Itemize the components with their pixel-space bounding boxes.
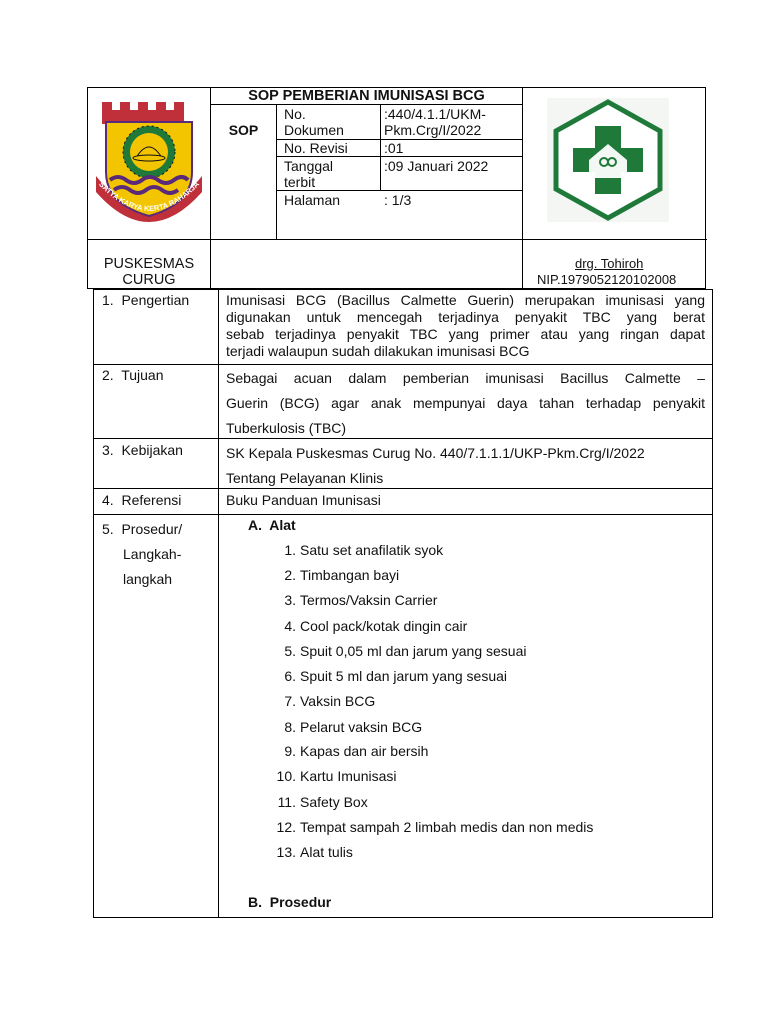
field-label-halaman: Halaman: [284, 192, 341, 208]
section-content-referensi: Buku Panduan Imunisasi: [226, 492, 381, 508]
field-label-no-revisi: No. Revisi: [284, 140, 348, 156]
regency-emblem-icon: [92, 92, 206, 230]
section-content-tujuan: Sebagai acuan dalam pemberian imunisasi Bacillus Calmette – Guerin (BCG) agar anak mempunyai daya tahan terhadap penyakit Tuberkulosis (TBC): [226, 370, 705, 436]
section-content-kebijakan: SK Kepala Puskesmas Curug No. 440/7.1.1.1/UKP-Pkm.Crg/I/2022 Tentang Pelayanan Klinis: [226, 445, 645, 486]
procedure-subheading-prosedur: B. Prosedur: [248, 894, 332, 910]
procedure-tool-list: 1. Satu set anafilatik syok 2. Timbangan bayi 3. Termos/Vaksin Carrier 4. Cool pack/kotak dingin cair 5. Spuit 0,05 ml dan jarum yang sesuai 6. Spuit 5 ml dan jarum yang sesuai 7. Vaksin BCG 8. Pelarut vaksin BCG 9. Kapas dan air bersih 10. Kartu Imunisasi 11. Safety Box 12. Tempat sampah 2 limbah medis dan non medis 13. Alat tulis: [276, 542, 594, 860]
section-label-prosedur: 5. Prosedur/ Langkah- langkah: [102, 521, 183, 587]
procedure-subheading-alat: A. Alat: [248, 517, 296, 533]
section-label-referensi: 4. Referensi: [102, 492, 182, 508]
section-label-kebijakan: 3. Kebijakan: [102, 442, 183, 458]
field-label-no-dokumen: No. Dokumen: [284, 106, 344, 138]
field-label-tanggal-terbit: Tanggal terbit: [284, 158, 334, 190]
signer-nip: NIP.1979052120102008: [537, 272, 677, 287]
section-content-pengertian: Imunisasi BCG (Bacillus Calmette Guerin) merupakan imunisasi yang digunakan untuk mencegah terjadinya penyakit TBC yang berat sebab terjadinya penyakit TBC yang primer atau yang ringan dapat terjadi walaupun sudah dilakukan imunisasi BCG: [226, 292, 705, 359]
signer-name: drg. Tohiroh: [575, 256, 644, 271]
puskesmas-cross-icon: [547, 98, 669, 222]
sop-label: SOP: [228, 122, 259, 138]
field-value-no-revisi: :01: [384, 140, 404, 156]
section-label-pengertian: 1. Pengertian: [102, 292, 190, 308]
field-value-no-dokumen: :440/4.1.1/UKM- Pkm.Crg/I/2022: [384, 106, 486, 138]
regency-emblem: [92, 92, 206, 230]
svg-text:SATYA KARYA KERTA RAHARJA: SATYA KARYA KERTA RAHARJA: [97, 179, 201, 214]
puskesmas-logo: [547, 98, 669, 222]
section-label-tujuan: 2. Tujuan: [102, 367, 164, 383]
field-value-halaman: : 1/3: [384, 192, 412, 208]
document-title: SOP PEMBERIAN IMUNISASI BCG: [248, 88, 485, 104]
field-value-tanggal-terbit: :09 Januari 2022: [384, 158, 489, 174]
organization-name: PUSKESMAS CURUG: [103, 256, 195, 288]
